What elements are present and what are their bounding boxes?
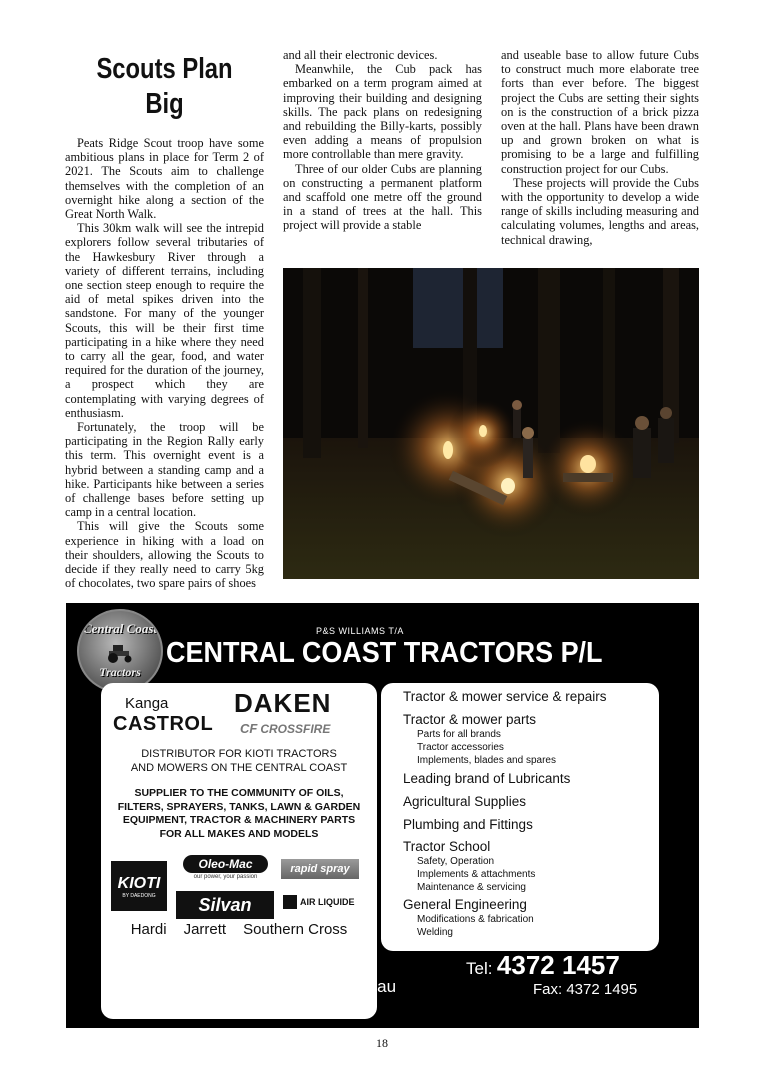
service-item: Leading brand of Lubricants: [403, 771, 571, 786]
service-subitem: Modifications & fabrication: [417, 914, 534, 925]
brand-southern-cross: Southern Cross: [243, 921, 348, 938]
tractor-advertisement: [66, 603, 699, 1028]
brand-crossfire-logo: [240, 721, 330, 736]
phone-label: Tel:: [466, 959, 493, 978]
paragraph: Fortunately, the troop will be participating in the Region Rally early this term. This overnight event is a hybrid between a standing camp and a hike. Participants hike between a series of challenge bases before setting up camp in a central location.: [65, 420, 264, 520]
brand-daken: DAKEN: [234, 688, 332, 718]
service-subitem: Tractor accessories: [417, 742, 504, 753]
kioti-text: KIOTI: [117, 875, 161, 892]
logo-text-bottom: Tractors: [99, 665, 141, 679]
distributor-text: [101, 747, 377, 775]
phone-number: 4372 1457: [496, 950, 620, 980]
title-line-1: Scouts Plan: [96, 53, 233, 85]
paragraph: Meanwhile, the Cub pack has embarked on a term program aimed at improving their building and designing skills. The pack plans on redesigning and rebuilding the Billy-karts, possibly even adding a means of propulsion more controllable than mere gravity.: [283, 62, 482, 162]
article-column-3: [501, 48, 699, 247]
campfire-photo: [283, 268, 699, 579]
service-item: General Engineering: [403, 897, 527, 912]
central-coast-tractors-logo: [77, 609, 163, 693]
kioti-logo: [111, 861, 167, 911]
brand-castrol: CASTROL: [113, 713, 214, 735]
service-subitem: Safety, Operation: [417, 856, 495, 867]
supplier-text: [101, 787, 377, 841]
article-title: [83, 52, 246, 122]
crossfire-mark: CF: [240, 721, 258, 736]
service-item: Plumbing and Fittings: [403, 817, 533, 832]
tagline: P&S WILLIAMS T/A: [316, 626, 404, 636]
paragraph: and useable base to allow future Cubs to construct much more elaborate tree forts than ever before. The biggest project the Cubs are setting their sights on is the construction of a brick pizza oven at the hall. Plans have been drawn up and grown broken on what is promising to be a large and fulfilling construction project for our Cubs.: [501, 48, 699, 176]
paragraph: This 30km walk will see the intrepid explorers follow several tributaries of the Hawkesbury River through a variety of different terrains, including one section steep enough to require the aid of metal spikes driven into the sandstone. For many of the younger Scouts, this will be their first time participating in a hike where they need to carry all the gear, food, and water required for the duration of the journey, a prospect which they are contemplating with varying degrees of enthusiasm.: [65, 221, 264, 420]
kioti-subtext: BY DAEDONG: [122, 893, 156, 899]
brand-hardi: Hardi: [130, 921, 167, 938]
service-item: Tractor & mower service & repairs: [403, 689, 607, 704]
oleomac-text: Oleo-Mac: [183, 855, 268, 873]
service-subitem: Welding: [417, 927, 453, 938]
air-liquide-mark-icon: [283, 895, 297, 909]
service-item: Tractor & mower parts: [403, 712, 537, 727]
fax-number: Fax: 4372 1495: [533, 981, 638, 998]
company-name: CENTRAL COAST TRACTORS P/L: [166, 637, 603, 669]
supplier-line: EQUIPMENT, TRACTOR & MACHINERY PARTS: [122, 814, 356, 826]
supplier-line: FOR ALL MAKES AND MODELS: [159, 827, 319, 840]
phone: [466, 950, 620, 981]
title-line-2: Big: [145, 88, 184, 120]
article-column-2: [283, 48, 482, 233]
paragraph: This will give the Scouts some experience in hiking with a load on their shoulders, allowing the Scouts to decide if they really need to carry 5kg of chocolates, two spare pairs of shoes: [65, 519, 264, 591]
distributor-line: AND MOWERS ON THE CENTRAL COAST: [130, 762, 348, 774]
rapid-spray-logo: rapid spray: [281, 859, 359, 879]
email-link[interactable]: enquiries@centralcoasttractors.com.au: [101, 977, 397, 996]
service-item: Tractor School: [403, 839, 491, 854]
oleomac-subtext: our power, your passion: [193, 874, 258, 880]
supplier-line: SUPPLIER TO THE COMMUNITY OF OILS,: [134, 787, 344, 799]
oleomac-logo: [183, 855, 268, 887]
paragraph: These projects will provide the Cubs with the opportunity to develop a wide range of skills including measuring and calculating volumes, lengths and areas, technical drawing,: [501, 175, 699, 247]
distributor-line: DISTRIBUTOR FOR KIOTI TRACTORS: [141, 748, 337, 760]
service-subitem: Implements & attachments: [417, 869, 536, 880]
article-column-1: [65, 44, 264, 591]
brand-kanga: Kanga: [125, 695, 169, 712]
paragraph: and all their electronic devices.: [283, 48, 438, 62]
paragraph: Peats Ridge Scout troop have some ambitious plans in place for Term 2 of 2021. The Scouts aim to challenge themselves with the completion of an overnight hike along a section of the Great North Walk.: [65, 136, 264, 222]
silvan-logo: Silvan: [176, 891, 274, 919]
paragraph: Three of our older Cubs are planning on constructing a permanent platform and scaffold one metre off the ground in a stand of trees at the hall. This project will provide a stable: [283, 161, 482, 233]
supplier-line: FILTERS, SPRAYERS, TANKS, LAWN & GARDEN: [117, 800, 361, 813]
service-subitem: Maintenance & servicing: [417, 882, 526, 893]
page-number: 18: [376, 1036, 388, 1050]
logo-text-top: Central Coast: [82, 621, 158, 636]
service-item: Agricultural Supplies: [403, 794, 527, 809]
service-subitem: Parts for all brands: [417, 729, 501, 740]
air-liquide-logo: [283, 895, 355, 909]
crossfire-text: CROSSFIRE: [260, 722, 331, 736]
bottom-brands: [101, 921, 377, 938]
service-subitem: Implements, blades and spares: [417, 755, 556, 766]
website-link[interactable]: www.centralcoasttractors.com.au: [101, 953, 351, 972]
brand-jarrett: Jarrett: [183, 921, 227, 938]
tractor-icon: [105, 641, 135, 668]
air-liquide-text: AIR LIQUIDE: [300, 897, 355, 907]
services-box: [381, 683, 659, 951]
